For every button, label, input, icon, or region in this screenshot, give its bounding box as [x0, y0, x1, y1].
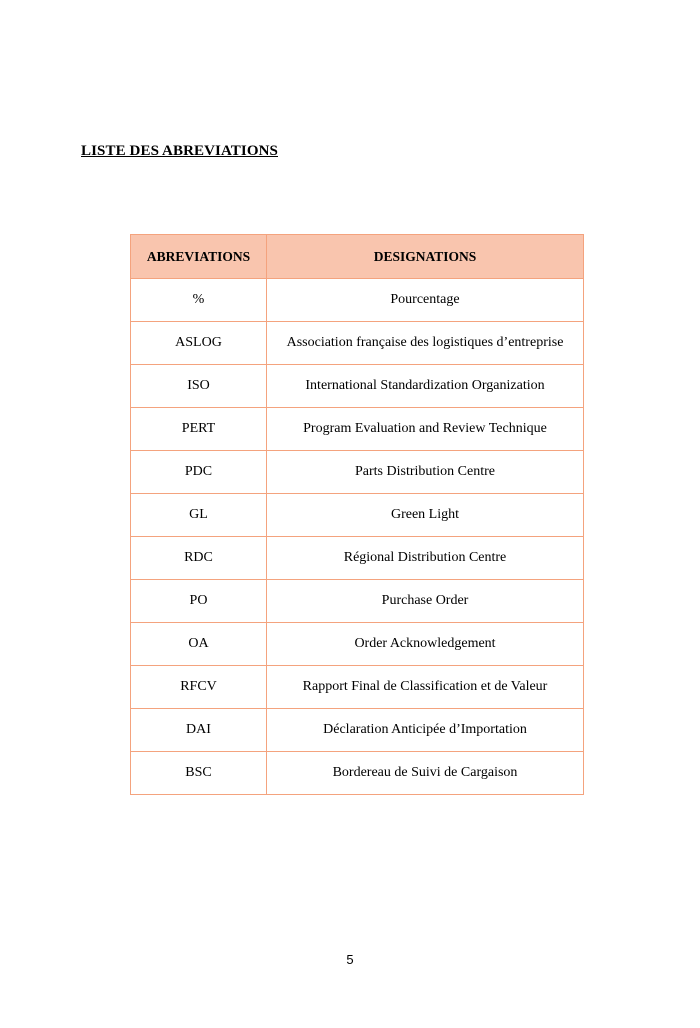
abbr-cell: % — [131, 279, 267, 322]
abbr-cell: GL — [131, 494, 267, 537]
table-row — [131, 709, 584, 752]
table-row — [131, 623, 584, 666]
page-number: 5 — [346, 952, 354, 967]
designation-cell: Parts Distribution Centre — [267, 451, 584, 494]
designation-cell: Association française des logistiques d’entreprise — [267, 322, 584, 365]
designation-cell: Green Light — [267, 494, 584, 537]
abbr-cell: BSC — [131, 752, 267, 795]
abbr-cell: ASLOG — [131, 322, 267, 365]
table-row — [131, 580, 584, 623]
abbr-cell: PERT — [131, 408, 267, 451]
table-row — [131, 408, 584, 451]
table-row — [131, 279, 584, 322]
table-row — [131, 494, 584, 537]
designation-cell: Order Acknowledgement — [267, 623, 584, 666]
abbr-cell: PO — [131, 580, 267, 623]
table-row — [131, 322, 584, 365]
table-row — [131, 365, 584, 408]
abbr-cell: PDC — [131, 451, 267, 494]
designation-cell: Rapport Final de Classification et de Valeur — [267, 666, 584, 709]
header-abbreviations: ABREVIATIONS — [131, 235, 267, 279]
table-row — [131, 537, 584, 580]
designation-cell: International Standardization Organization — [267, 365, 584, 408]
abbr-cell: ISO — [131, 365, 267, 408]
table-row — [131, 451, 584, 494]
designation-cell: Déclaration Anticipée d’Importation — [267, 709, 584, 752]
designation-cell: Program Evaluation and Review Technique — [267, 408, 584, 451]
table-row — [131, 752, 584, 795]
abbr-cell: RDC — [131, 537, 267, 580]
designation-cell: Purchase Order — [267, 580, 584, 623]
abbr-cell: OA — [131, 623, 267, 666]
table-row — [131, 666, 584, 709]
abbr-cell: RFCV — [131, 666, 267, 709]
page-title: LISTE DES ABREVIATIONS — [81, 143, 278, 159]
abbr-cell: DAI — [131, 709, 267, 752]
abbreviations-table — [130, 234, 584, 795]
designation-cell: Régional Distribution Centre — [267, 537, 584, 580]
table-header-row — [131, 235, 584, 279]
designation-cell: Pourcentage — [267, 279, 584, 322]
header-designations: DESIGNATIONS — [267, 235, 584, 279]
designation-cell: Bordereau de Suivi de Cargaison — [267, 752, 584, 795]
